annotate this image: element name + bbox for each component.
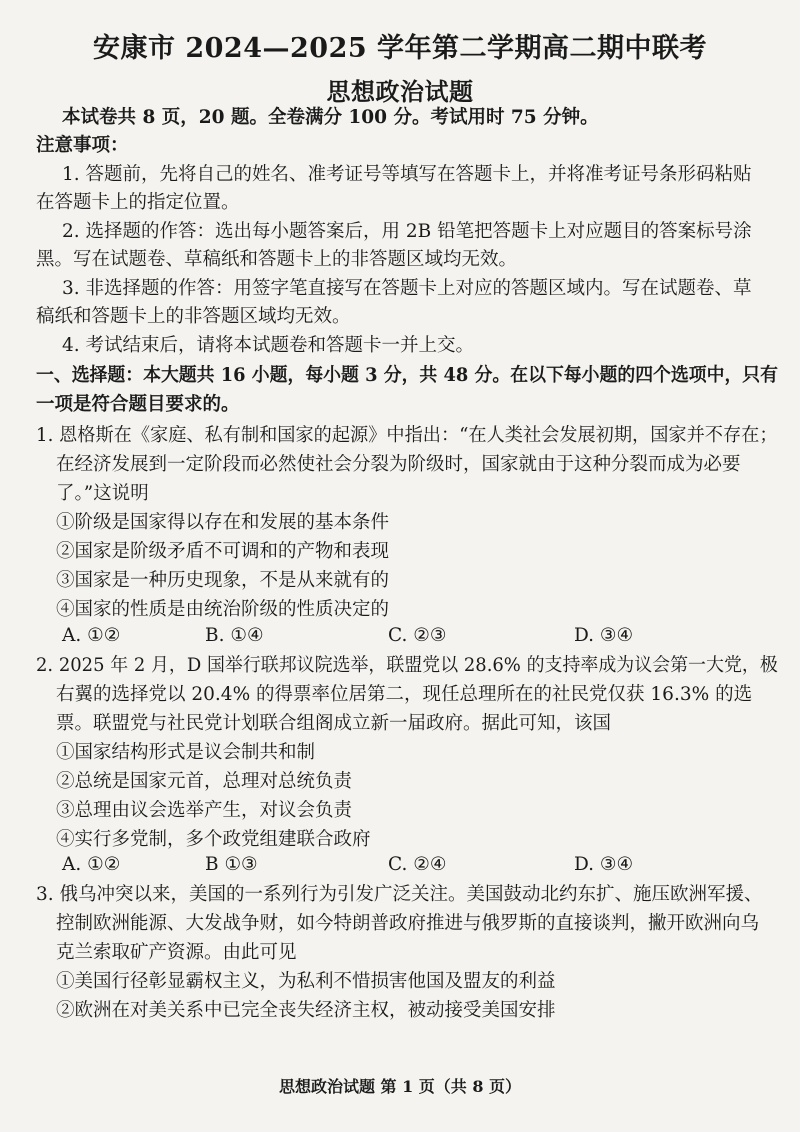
notice-heading: 注意事项：	[36, 135, 129, 156]
q2-statement: ②总统是国家元首，总理对总统负责	[56, 771, 353, 792]
q2-option-c: C. ②④	[388, 854, 447, 875]
q2-stem: 2. 2025 年 2 月，D 国举行联邦议院选举，联盟党以 28.6% 的支持率成为议会第一大党，极	[36, 655, 778, 676]
q1-stem: 了。”这说明	[56, 483, 149, 504]
q1-statement: ②国家是阶级矛盾不可调和的产物和表现	[56, 541, 390, 562]
notice-line: 1. 答题前，先将自己的姓名、准考证号等填写在答题卡上，并将准考证号条形码粘贴	[62, 164, 752, 185]
q2-statement: ③总理由议会选举产生，对议会负责	[56, 800, 353, 821]
exam-info: 本试卷共 8 页，20 题。全卷满分 100 分。考试用时 75 分钟。	[62, 107, 599, 128]
q2-stem: 右翼的选择党以 20.4% 的得票率位居第二，现任总理所在的社民党仅获 16.3% 的选	[56, 684, 753, 705]
section-heading-cont: 一项是符合题目要求的。	[36, 394, 240, 415]
section-heading: 一、选择题：本大题共 16 小题，每小题 3 分，共 48 分。在以下每小题的四个选项中，只有	[36, 365, 779, 386]
exam-title: 安康市 2024—2025 学年第二学期高二期中联考	[92, 33, 708, 64]
notice-line: 在答题卡上的指定位置。	[36, 192, 240, 213]
q1-option-b: B. ①④	[205, 625, 264, 646]
q1-statement: ③国家是一种历史现象，不是从来就有的	[56, 570, 390, 591]
q3-statement: ②欧洲在对美关系中已完全丧失经济主权，被动接受美国安排	[56, 1000, 556, 1021]
notice-line: 3. 非选择题的作答：用签字笔直接写在答题卡上对应的答题区域内。写在试题卷、草	[62, 278, 752, 299]
q3-stem: 克兰索取矿产资源。由此可见	[56, 942, 297, 963]
q3-stem: 控制欧洲能源、大发战争财，如今特朗普政府推进与俄罗斯的直接谈判，撇开欧洲向乌	[56, 913, 760, 934]
q2-statement: ④实行多党制，多个政党组建联合政府	[56, 829, 371, 850]
q1-stem: 1. 恩格斯在《家庭、私有制和国家的起源》中指出：“在人类社会发展初期，国家并不存在；	[36, 425, 778, 446]
q1-option-d: D. ③④	[574, 625, 634, 646]
q1-option-c: C. ②③	[388, 625, 447, 646]
page-footer: 思想政治试题 第 1 页（共 8 页）	[278, 1077, 522, 1096]
q2-option-d: D. ③④	[574, 854, 634, 875]
q2-statement: ①国家结构形式是议会制共和制	[56, 742, 316, 763]
notice-line: 4. 考试结束后，请将本试题卷和答题卡一并上交。	[62, 335, 475, 356]
q2-option-b: B ①③	[205, 854, 258, 875]
q1-statement: ①阶级是国家得以存在和发展的基本条件	[56, 512, 390, 533]
q2-stem: 票。联盟党与社民党计划联合组阁成立新一届政府。据此可知，该国	[56, 713, 612, 734]
q3-statement: ①美国行径彰显霸权主义，为私利不惜损害他国及盟友的利益	[56, 971, 556, 992]
notice-line: 稿纸和答题卡上的非答题区域均无效。	[36, 306, 351, 327]
q1-option-a: A. ①②	[62, 625, 121, 646]
notice-line: 黑。写在试题卷、草稿纸和答题卡上的非答题区域均无效。	[36, 249, 518, 270]
subject-title: 思想政治试题	[326, 77, 474, 106]
q1-statement: ④国家的性质是由统治阶级的性质决定的	[56, 599, 390, 620]
q2-option-a: A. ①②	[62, 854, 121, 875]
q3-stem: 3. 俄乌冲突以来，美国的一系列行为引发广泛关注。美国鼓动北约东扩、施压欧洲军援、	[36, 884, 763, 905]
q1-stem: 在经济发展到一定阶段而必然使社会分裂为阶级时，国家就由于这种分裂而成为必要	[56, 454, 741, 475]
notice-line: 2. 选择题的作答：选出每小题答案后，用 2B 铅笔把答题卡上对应题目的答案标号涂	[62, 221, 752, 242]
